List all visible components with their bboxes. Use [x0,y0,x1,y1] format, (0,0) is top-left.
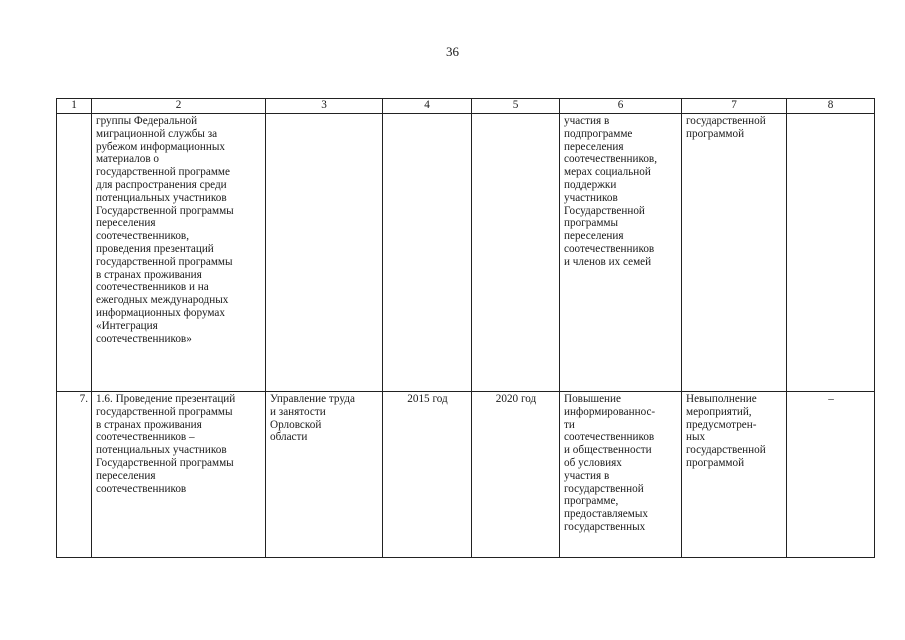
executor-cell [266,114,383,392]
consequences-cell: государственной программой [682,114,787,392]
page-number: 36 [446,44,459,59]
column-header: 2 [92,99,266,114]
end-date-cell [472,114,560,392]
column-header: 4 [383,99,472,114]
link-cell: – [787,392,875,558]
start-date-cell: 2015 год [383,392,472,558]
column-header: 3 [266,99,383,114]
end-date-cell: 2020 год [472,392,560,558]
column-header: 7 [682,99,787,114]
column-header: 1 [57,99,92,114]
link-cell [787,114,875,392]
consequences-cell: Невыполнение мероприятий, предусмотрен- ных государственной программой [682,392,787,558]
expected-result-cell: участия в подпрограмме переселения соотечественников, мерах социальной поддержки участников Государственной программы переселения соотечественников и членов их семей [560,114,682,392]
row-number-cell [57,114,92,392]
event-cell: 1.6. Проведение презентаций государственной программы в странах проживания соотечественников – потенциальных участников Государственной программы переселения соотечественников [92,392,266,558]
column-header: 5 [472,99,560,114]
row-number-cell: 7. [57,392,92,558]
start-date-cell [383,114,472,392]
event-cell: группы Федеральной миграционной службы за рубежом информационных материалов о государственной программе для распространения среди потенциальных участников Государственной программы переселения соотечественников, проведения презентаций государственной программы в странах проживания соотечественников и на ежегодных международных информационных форумах «Интеграция соотечественников» [92,114,266,392]
table-row [57,392,875,558]
expected-result-cell: Повышение информированнос- ти соотечественников и общественности об условиях участия в государственной программе, предоставляемых государственных [560,392,682,558]
column-header: 6 [560,99,682,114]
executor-cell: Управление труда и занятости Орловской области [266,392,383,558]
column-header: 8 [787,99,875,114]
table-row [57,114,875,392]
column-number-row [57,99,875,114]
program-activities-table [56,98,875,558]
